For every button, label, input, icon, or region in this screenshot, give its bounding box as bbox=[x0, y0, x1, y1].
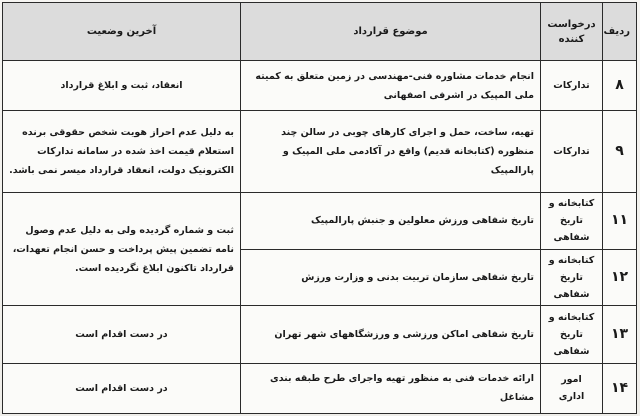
row-subject: تاریخ شفاهی سازمان تربیت بدنی و وزارت ورزش bbox=[241, 249, 541, 305]
row-num: ۹ bbox=[603, 111, 637, 193]
row-num: ۱۱ bbox=[603, 193, 637, 249]
row-requester: کتابخانه و تاریخ شفاهی bbox=[541, 249, 603, 305]
header-num: ردیف bbox=[603, 3, 637, 61]
row-status: به دلیل عدم احراز هویت شخص حقوقی برنده استعلام قیمت اخذ شده در سامانه تدارکات الکترونیک دولت، انعقاد قرارداد میسر نمی باشد. bbox=[3, 111, 241, 193]
row-subject: تاریخ شفاهی ورزش معلولین و جنبش پارالمپیک bbox=[241, 193, 541, 249]
row-status: در دست اقدام است bbox=[3, 305, 241, 363]
row-num: ۸ bbox=[603, 61, 637, 111]
row-requester: تدارکات bbox=[541, 61, 603, 111]
header-status: آخرین وضعیت bbox=[3, 3, 241, 61]
table-row bbox=[3, 111, 637, 193]
contracts-table bbox=[2, 2, 637, 414]
table-row bbox=[3, 61, 637, 111]
table-header-row bbox=[3, 3, 637, 61]
row-num: ۱۴ bbox=[603, 363, 637, 413]
header-requester: درخواست کننده bbox=[541, 3, 603, 61]
row-status: ثبت و شماره گردیده ولی به دلیل عدم وصول نامه تضمین پیش پرداخت و حسن انجام تعهدات، قرارداد تاکنون ابلاغ نگردیده است. bbox=[3, 193, 241, 305]
header-subject: موضوع قرارداد bbox=[241, 3, 541, 61]
row-requester: تدارکات bbox=[541, 111, 603, 193]
row-status: در دست اقدام است bbox=[3, 363, 241, 413]
row-subject: تاریخ شفاهی اماکن ورزشی و ورزشگاههای شهر تهران bbox=[241, 305, 541, 363]
row-requester: امور اداری bbox=[541, 363, 603, 413]
row-subject: تهیه، ساخت، حمل و اجرای کارهای چوبی در سالن چند منظوره (کتابخانه قدیم) واقع در آکادمی ملی المپیک و پارالمپیک bbox=[241, 111, 541, 193]
row-status: انعقاد، ثبت و ابلاغ قرارداد bbox=[3, 61, 241, 111]
table-row bbox=[3, 363, 637, 413]
row-requester: کتابخانه و تاریخ شفاهی bbox=[541, 305, 603, 363]
row-subject: انجام خدمات مشاوره فنی-مهندسی در زمین متعلق به کمیته ملی المپیک در اشرفی اصفهانی bbox=[241, 61, 541, 111]
row-requester: کتابخانه و تاریخ شفاهی bbox=[541, 193, 603, 249]
table-row bbox=[3, 193, 637, 249]
row-num: ۱۲ bbox=[603, 249, 637, 305]
row-num: ۱۳ bbox=[603, 305, 637, 363]
row-subject: ارائه خدمات فنی به منظور تهیه واجرای طرح طبقه بندی مشاغل bbox=[241, 363, 541, 413]
table-row bbox=[3, 305, 637, 363]
